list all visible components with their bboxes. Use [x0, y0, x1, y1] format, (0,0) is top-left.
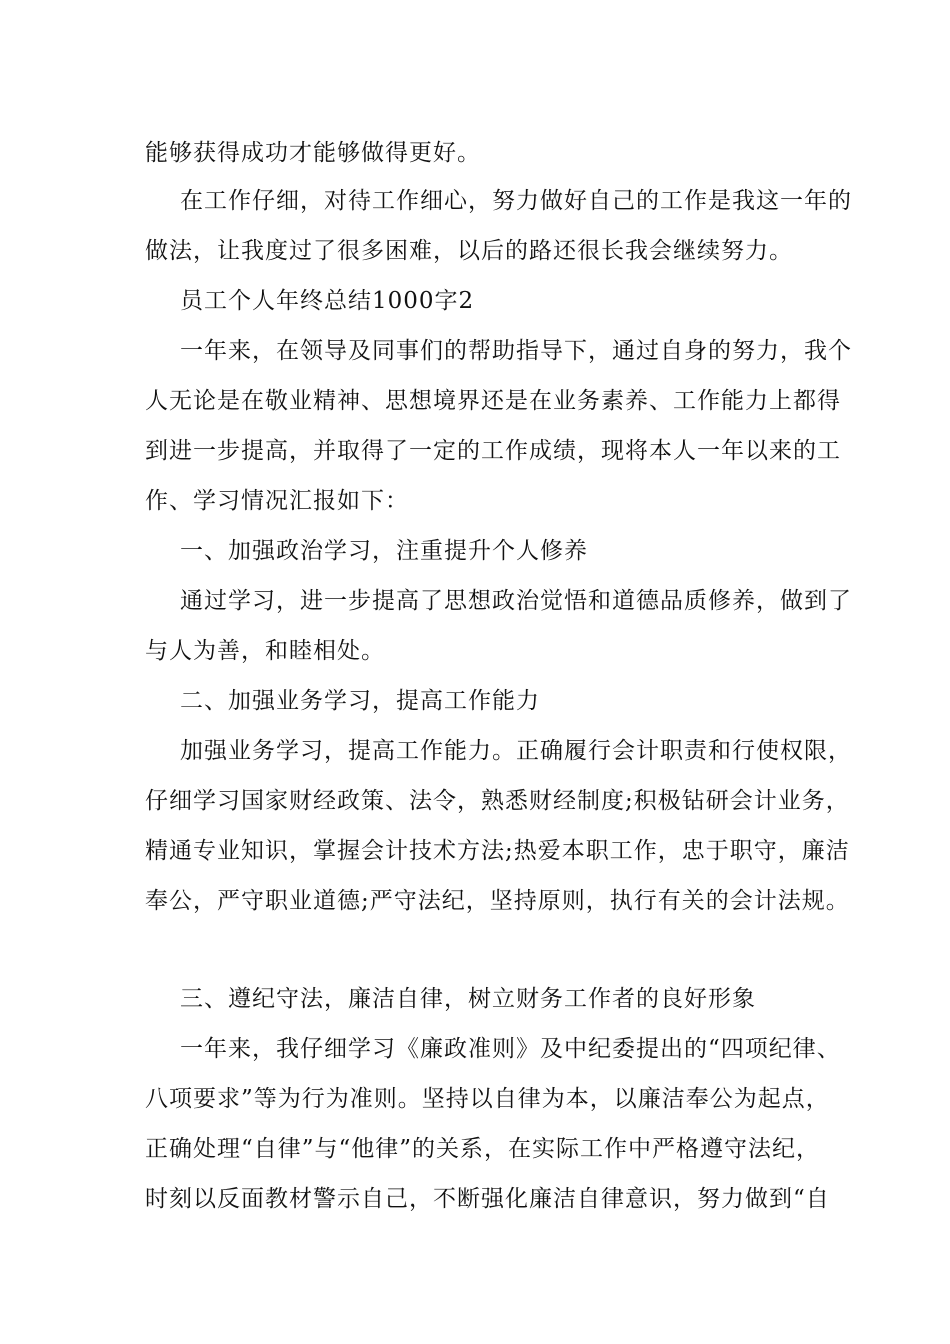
section-heading: 员工个人年终总结1000字2: [180, 288, 475, 314]
paragraph-line: 作、学习情况汇报如下：: [145, 488, 409, 514]
paragraph-line: 时刻以反面教材警示自己，不断强化廉洁自律意识，努力做到“自: [145, 1186, 830, 1212]
paragraph-line: 精通专业知识，掌握会计技术方法;热爱本职工作，忠于职守，廉洁: [145, 838, 850, 864]
section-heading: 一、加强政治学习，注重提升个人修养: [180, 538, 588, 564]
paragraph-line: 八项要求”等为行为准则。坚持以自律为本，以廉洁奉公为起点，: [145, 1086, 830, 1112]
paragraph-line: 一年来，在领导及同事们的帮助指导下，通过自身的努力，我个: [180, 338, 852, 364]
paragraph-line: 奉公，严守职业道德;严守法纪，坚持原则，执行有关的会计法规。: [145, 888, 850, 914]
paragraph-line: 能够获得成功才能够做得更好。: [145, 140, 481, 166]
paragraph-line: 正确处理“自律”与“他律”的关系，在实际工作中严格遵守法纪，: [145, 1136, 821, 1162]
paragraph-line: 一年来，我仔细学习《廉政准则》及中纪委提出的“四项纪律、: [180, 1036, 841, 1062]
paragraph-line: 在工作仔细，对待工作细心，努力做好自己的工作是我这一年的: [180, 188, 852, 214]
paragraph-line: 加强业务学习，提高工作能力。正确履行会计职责和行使权限，: [180, 738, 852, 764]
paragraph-line: 到进一步提高，并取得了一定的工作成绩，现将本人一年以来的工: [145, 438, 841, 464]
paragraph-line: 做法，让我度过了很多困难，以后的路还很长我会继续努力。: [145, 238, 793, 264]
paragraph-line: 人无论是在敬业精神、思想境界还是在业务素养、工作能力上都得: [145, 388, 841, 414]
paragraph-line: 与人为善，和睦相处。: [145, 638, 385, 664]
section-heading: 二、加强业务学习，提高工作能力: [180, 688, 540, 714]
paragraph-line: 通过学习，进一步提高了思想政治觉悟和道德品质修养，做到了: [180, 588, 852, 614]
section-heading: 三、遵纪守法，廉洁自律，树立财务工作者的良好形象: [180, 986, 756, 1012]
paragraph-line: 仔细学习国家财经政策、法令，熟悉财经制度;积极钻研会计业务，: [145, 788, 850, 814]
